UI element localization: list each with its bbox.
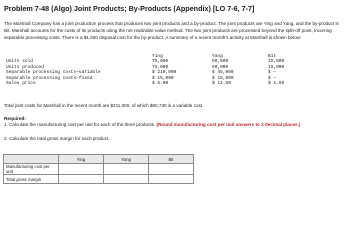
- answer-table: [3, 154, 194, 184]
- cell-value: 60,000: [212, 59, 229, 65]
- row-label: Units produced: [6, 64, 44, 70]
- cell-value: 15,000: [268, 64, 285, 70]
- answer-cell[interactable]: [149, 175, 194, 184]
- cell-value: $ —: [268, 75, 277, 81]
- problem-intro: The Marshall Company has a joint production process that produces two joint products and a by-product. The joint products are Ying and Yang, and the by-product is Bit. Marshall accounts for the costs of its products using the net realizable value method. The two joint products are processed beyond the split-off point, incurring separable processing costs. There is a $1,500 disposal cost for the by-product. A summary of a recent month's activity at Marshall is shown below:: [4, 21, 339, 40]
- problem-title: Problem 7-48 (Algo) Joint Products; By-Products (Appendix) [LO 7-6, 7-7]: [4, 4, 255, 13]
- column-header-ying: Ying: [152, 54, 163, 59]
- cell-value: $ 15,000: [152, 75, 174, 81]
- cell-value: 15,000: [268, 59, 285, 65]
- answer-column-yang: Yang: [104, 155, 149, 164]
- answer-table-header-row: [4, 155, 194, 164]
- cell-value: $ —: [268, 70, 277, 76]
- ying-cost-per-unit-input[interactable]: [61, 166, 101, 173]
- cell-value: 60,000: [212, 64, 229, 70]
- requirement-2: 2. Calculate the total gross margin for each product.: [4, 136, 110, 141]
- answer-cell[interactable]: [104, 175, 149, 184]
- yang-gross-margin-input[interactable]: [106, 176, 146, 183]
- cell-value: $ 210,000: [152, 70, 177, 76]
- yang-cost-per-unit-input[interactable]: [106, 166, 146, 173]
- answer-cell[interactable]: [59, 175, 104, 184]
- answer-cell[interactable]: [104, 164, 149, 175]
- cell-value: $ 6.00: [152, 81, 169, 87]
- activity-data-table: [6, 54, 308, 86]
- requirement-1-rounding-note: (Round manufacturing cost per unit answers to 2 decimal places.): [156, 122, 301, 127]
- answer-row-label: Manufacturing cost per unit: [4, 164, 59, 175]
- requirement-1: [4, 122, 346, 128]
- cell-value: $ 15,000: [212, 75, 234, 81]
- answer-column-ying: Ying: [59, 155, 104, 164]
- column-header-bit: Bit: [268, 54, 277, 59]
- cell-value: 75,000: [152, 64, 169, 70]
- answer-row-gross-margin: [4, 175, 194, 184]
- required-heading: Required:: [4, 116, 26, 121]
- answer-column-bit: Bit: [149, 155, 194, 164]
- cell-value: $ 12.50: [212, 81, 231, 87]
- requirement-1-text: 1. Calculate the manufacturing cost per unit for each of the three products.: [4, 122, 156, 127]
- data-row-sales-price: [6, 81, 308, 86]
- answer-cell[interactable]: [59, 164, 104, 175]
- answer-table-corner: [4, 155, 59, 164]
- ying-gross-margin-input[interactable]: [61, 176, 101, 183]
- cell-value: 75,000: [152, 59, 169, 65]
- answer-row-manufacturing-cost: [4, 164, 194, 175]
- cell-value: $ 1.50: [268, 81, 285, 87]
- answer-cell[interactable]: [149, 164, 194, 175]
- answer-row-label: Total gross margin: [4, 175, 59, 184]
- row-label: Separable processing costs—fixed: [6, 75, 93, 81]
- column-header-yang: Yang: [212, 54, 223, 59]
- joint-cost-statement: Total joint costs for Marshall in the recent month are $211,000, of which $90,730 is a variable cost.: [4, 103, 204, 108]
- bit-gross-margin-input[interactable]: [151, 176, 191, 183]
- cell-value: $ 45,000: [212, 70, 234, 76]
- row-label: Separable processing costs—variable: [6, 70, 101, 76]
- bit-cost-per-unit-input[interactable]: [151, 166, 191, 173]
- row-label: Units sold: [6, 59, 34, 65]
- row-label: Sales price: [6, 81, 36, 87]
